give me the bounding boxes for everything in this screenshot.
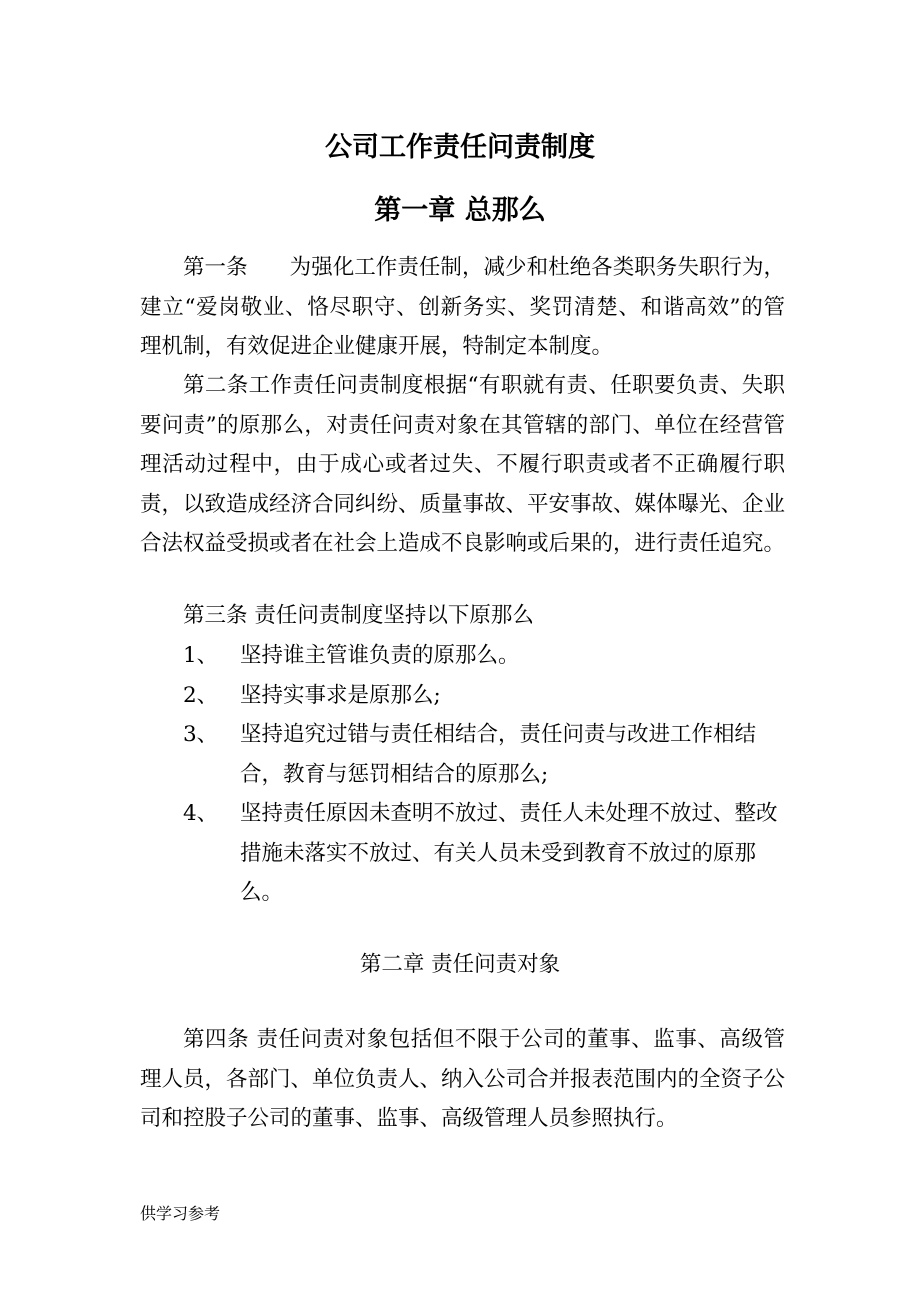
list-item-text: 坚持追究过错与责任相结合，责任问责与改进工作相结合，教育与惩罚相结合的原那么; xyxy=(240,722,757,787)
list-item-number: 1、 xyxy=(183,643,219,668)
article-three: 第三条 责任问责制度坚持以下原那么 xyxy=(183,603,534,628)
list-item xyxy=(140,636,785,676)
list-item-text: 坚持责任原因未查明不放过、责任人未处理不放过、整改措施未落实不放过、有关人员未受到教育不放过的原那么。 xyxy=(240,801,778,905)
article-one-label: 第一条 xyxy=(183,255,248,280)
list-item-number: 4、 xyxy=(183,801,219,826)
list-item-number: 3、 xyxy=(183,722,219,747)
article-two: 第二条工作责任问责制度根据“有职就有责、任职要负责、失职要问责”的原那么，对责任问责对象在其管辖的部门、单位在经营管理活动过程中，由于成心或者过失、不履行职责或者不正确履行职责，以致造成经济合同纠纷、质量事故、平安事故、媒体曝光、企业合法权益受损或者在社会上造成不良影响或后果的，进行责任追究。 xyxy=(140,373,786,556)
list-item xyxy=(140,715,785,794)
list-item-number: 2、 xyxy=(183,682,219,708)
list-item xyxy=(140,794,785,913)
chapter-one-heading: 第一章 总那么 xyxy=(374,195,546,226)
article-one xyxy=(140,248,785,367)
list-item-text: 坚持实事求是原那么; xyxy=(240,682,441,708)
document-title: 公司工作责任问责制度 xyxy=(325,132,595,163)
list-item xyxy=(140,676,785,716)
principles-list xyxy=(140,636,785,913)
chapter-two-heading: 第二章 责任问责对象 xyxy=(359,952,561,977)
article-one-text: 为强化工作责任制，减少和杜绝各类职务失职行为，建立“爱岗敬业、恪尽职守、创新务实、奖罚清楚、和谐高效”的管理机制，有效促进企业健康开展，特制定本制度。 xyxy=(140,255,785,359)
page-footer: 供学习参考 xyxy=(140,1204,221,1223)
article-four: 第四条 责任问责对象包括但不限于公司的董事、监事、高级管理人员，各部门、单位负责人、纳入公司合并报表范围内的全资子公司和控股子公司的董事、监事、高级管理人员参照执行。 xyxy=(140,1027,786,1131)
list-item-text: 坚持谁主管谁负责的原那么。 xyxy=(240,643,520,668)
